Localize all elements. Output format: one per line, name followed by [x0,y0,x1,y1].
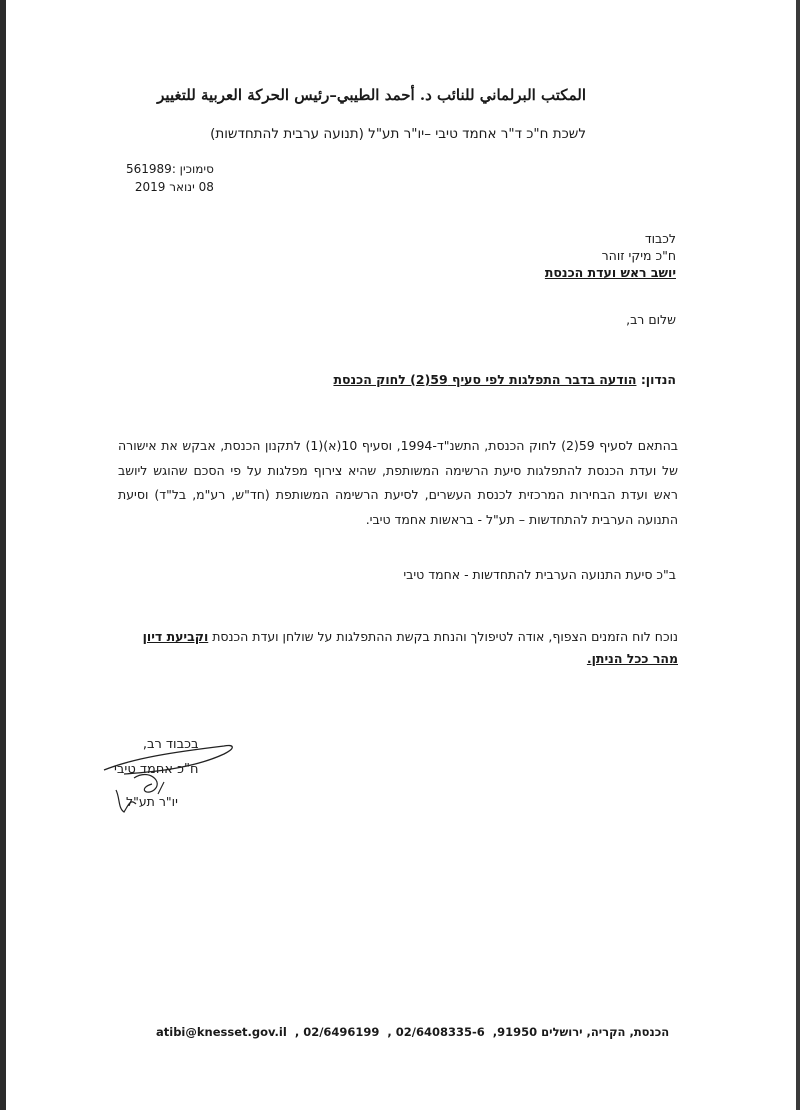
subject-text: הודעה בדבר התפלגות לפי סעיף 59(2) לחוק הכנסת [333,372,637,387]
footer-fax: 02/6496199 [303,1025,380,1039]
letter-page [6,0,796,1110]
letter-date: 08 ינואר 2019 [134,180,214,194]
on-behalf-line: ב"כ סיעת התנועה הערבית להתחדשות - אחמד טיבי [403,567,676,582]
greeting: שלום רב, [626,312,676,327]
closing-regards: בכבוד רב, [142,737,199,752]
signer-name: ח"כ אחמד טיבי [114,762,199,777]
request-paragraph [118,626,678,670]
footer-phone: 02/6408335-6 [395,1025,485,1039]
reference-number: סימוכין :561989 [126,162,214,176]
hebrew-header: לשכת ח"כ ד"ר אחמד טיבי –יו"ר תע"ל (תנועה ערבית להתחדשות) [210,126,586,142]
request-text: נוכח לוח הזמנים הצפוף, אודה לטיפולך והנחת בקשת ההתפלגות על שולחן ועדת הכנסת [208,629,678,644]
scan-edge-right [796,0,800,1110]
signer-title: יו"ר תע"ל [126,794,178,809]
recipient-salutation: לכבוד [644,231,676,246]
request-emphasis: וקביעת דיון מהר ככל הניתן. [142,629,678,666]
footer-contact: atibi@knesset.gov.il , 02/6496199 , 02/6408335-6 הכנסת, הקריה, ירושלים 91950, [156,1025,656,1039]
subject-line [333,372,676,387]
arabic-header: المكتب البرلماني للنائب د. أحمد الطيبي–رئيس الحركة العربية للتغيير [157,86,586,104]
footer-address: הכנסת, הקריה, ירושלים 91950, [492,1025,670,1039]
reference-block [126,160,214,196]
recipient-title: יושב ראש ועדת הכנסת [544,265,676,280]
recipient-name: ח"כ מיקי זוהר [601,248,676,263]
recipient-block [545,230,676,281]
body-paragraph: בהתאם לסעיף 59(2) לחוק הכנסת, התשנ"ד-1994, וסעיף 10(א)(1) לתקנון הכנסת, אבקש את אישורה של ועדת הכנסת להתפלגות סיעת הרשימה המשותפת, שהיא צירוף מפלגות על פי הסכם שהוגש ליושב ראש ועדת הבחירות המרכזית לכנסת העשרים, לסיעת הרשימה המשותפת (חד"ש, רע"מ, בל"ד) וסיעת התנועה הערבית להתחדשות – תע"ל - בראשות אחמד טיבי. [118,438,678,527]
subject-prefix: הנדון: [640,372,676,387]
footer-email[interactable]: atibi@knesset.gov.il [156,1025,287,1039]
